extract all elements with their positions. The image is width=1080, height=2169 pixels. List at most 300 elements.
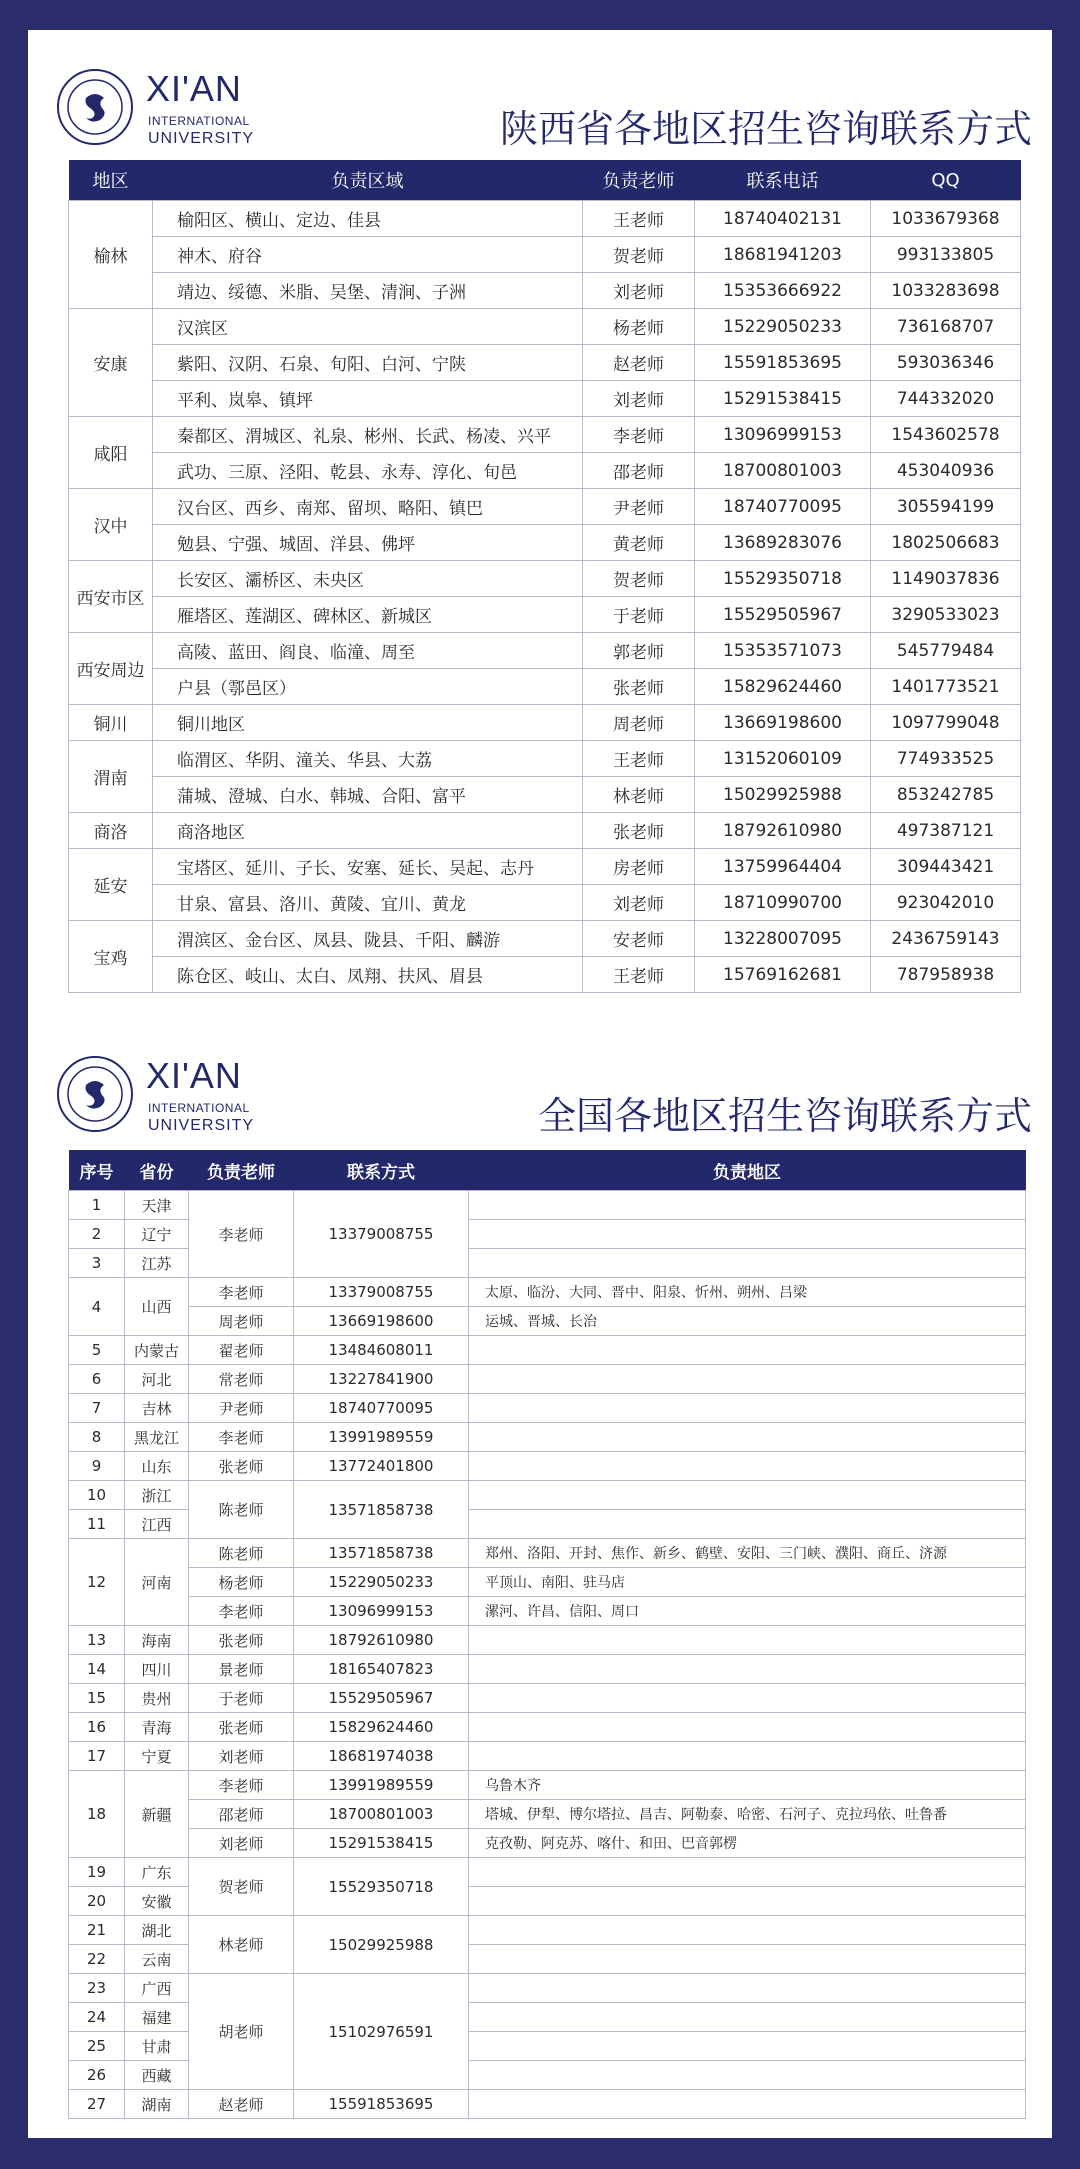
number-cell: 15 [69, 1684, 125, 1713]
table-row [69, 813, 1021, 849]
province-cell: 河北 [125, 1365, 189, 1394]
area-cell: 平利、岚皋、镇坪 [153, 381, 583, 417]
phone-cell: 15353666922 [695, 273, 871, 309]
phone-cell: 18792610980 [695, 813, 871, 849]
teacher-cell: 赵老师 [189, 2090, 294, 2119]
table-row [69, 1800, 1026, 1829]
number-cell: 5 [69, 1336, 125, 1365]
national-panel [28, 1035, 1052, 2138]
region-cell [469, 1336, 1026, 1365]
region-cell: 榆林 [69, 201, 153, 309]
table-row [69, 1626, 1026, 1655]
area-cell: 甘泉、富县、洛川、黄陵、宜川、黄龙 [153, 885, 583, 921]
area-cell: 陈仓区、岐山、太白、凤翔、扶风、眉县 [153, 957, 583, 993]
number-cell: 13 [69, 1626, 125, 1655]
region-cell [469, 2090, 1026, 2119]
province-cell: 江西 [125, 1510, 189, 1539]
phone-cell: 18700801003 [695, 453, 871, 489]
qq-cell: 993133805 [871, 237, 1021, 273]
table-row [69, 1423, 1026, 1452]
phone-cell: 15529505967 [695, 597, 871, 633]
national-table-body [69, 1191, 1026, 2119]
logo-line3: UNIVERSITY [148, 130, 255, 147]
phone-cell: 15102976591 [294, 1974, 469, 2090]
shaanxi-panel [28, 30, 1052, 1035]
province-cell: 湖北 [125, 1916, 189, 1945]
qq-cell: 923042010 [871, 885, 1021, 921]
teacher-cell: 王老师 [583, 741, 695, 777]
teacher-cell: 张老师 [583, 813, 695, 849]
qq-cell: 497387121 [871, 813, 1021, 849]
logo-name: XI'AN [146, 68, 242, 109]
teacher-cell: 刘老师 [189, 1829, 294, 1858]
region-cell [469, 1916, 1026, 1945]
province-cell: 天津 [125, 1191, 189, 1220]
province-cell: 吉林 [125, 1394, 189, 1423]
province-cell: 广东 [125, 1858, 189, 1887]
region-cell: 商洛 [69, 813, 153, 849]
table-row [69, 525, 1021, 561]
number-cell: 24 [69, 2003, 125, 2032]
region-cell [469, 1481, 1026, 1510]
region-cell [469, 1423, 1026, 1452]
region-cell [469, 1452, 1026, 1481]
phone-cell: 18792610980 [294, 1626, 469, 1655]
region-cell [469, 1191, 1026, 1220]
qq-cell: 736168707 [871, 309, 1021, 345]
table-row [69, 201, 1021, 237]
university-logo [56, 68, 276, 158]
header-teacher: 负责老师 [583, 160, 695, 201]
table-row [69, 1829, 1026, 1858]
province-cell: 云南 [125, 1945, 189, 1974]
header-qq: QQ [871, 160, 1021, 201]
phone-cell: 18740770095 [294, 1394, 469, 1423]
phone-cell: 13669198600 [695, 705, 871, 741]
table-row [69, 273, 1021, 309]
region-cell: 咸阳 [69, 417, 153, 489]
province-cell: 西藏 [125, 2061, 189, 2090]
area-cell: 靖边、绥德、米脂、吴堡、清涧、子洲 [153, 273, 583, 309]
table-row [69, 453, 1021, 489]
phone-cell: 13759964404 [695, 849, 871, 885]
qq-cell: 309443421 [871, 849, 1021, 885]
teacher-cell: 陈老师 [189, 1481, 294, 1539]
teacher-cell: 林老师 [583, 777, 695, 813]
qq-cell: 1033679368 [871, 201, 1021, 237]
region-cell [469, 2032, 1026, 2061]
teacher-cell: 尹老师 [583, 489, 695, 525]
phone-cell: 15829624460 [294, 1713, 469, 1742]
teacher-cell: 于老师 [189, 1684, 294, 1713]
area-cell: 蒲城、澄城、白水、韩城、合阳、富平 [153, 777, 583, 813]
teacher-cell: 刘老师 [583, 885, 695, 921]
header-region: 负责地区 [469, 1150, 1026, 1191]
table-row [69, 1858, 1026, 1887]
phone-cell: 13571858738 [294, 1539, 469, 1568]
number-cell: 11 [69, 1510, 125, 1539]
area-cell: 汉滨区 [153, 309, 583, 345]
teacher-cell: 杨老师 [189, 1568, 294, 1597]
province-cell: 河南 [125, 1539, 189, 1626]
section2-title: 全国各地区招生咨询联系方式 [537, 1094, 1032, 1138]
number-cell: 22 [69, 1945, 125, 1974]
region-cell: 宝鸡 [69, 921, 153, 993]
phone-cell: 13096999153 [695, 417, 871, 453]
area-cell: 紫阳、汉阴、石泉、旬阳、白河、宁陕 [153, 345, 583, 381]
province-cell: 青海 [125, 1713, 189, 1742]
province-cell: 新疆 [125, 1771, 189, 1858]
number-cell: 19 [69, 1858, 125, 1887]
teacher-cell: 贺老师 [583, 237, 695, 273]
shaanxi-contact-table [68, 160, 1021, 993]
phone-cell: 13227841900 [294, 1365, 469, 1394]
phone-cell: 15029925988 [294, 1916, 469, 1974]
teacher-cell: 邵老师 [583, 453, 695, 489]
phone-cell: 15229050233 [294, 1568, 469, 1597]
province-cell: 甘肃 [125, 2032, 189, 2061]
table-row [69, 669, 1021, 705]
phone-cell: 13379008755 [294, 1191, 469, 1278]
qq-cell: 1401773521 [871, 669, 1021, 705]
province-cell: 山西 [125, 1278, 189, 1336]
table-row [69, 849, 1021, 885]
phone-cell: 18710990700 [695, 885, 871, 921]
region-cell: 郑州、洛阳、开封、焦作、新乡、鹤壁、安阳、三门峡、濮阳、商丘、济源 [469, 1539, 1026, 1568]
table-row [69, 1655, 1026, 1684]
teacher-cell: 李老师 [189, 1191, 294, 1278]
region-cell: 安康 [69, 309, 153, 417]
table-row [69, 561, 1021, 597]
phone-cell: 13571858738 [294, 1481, 469, 1539]
area-cell: 宝塔区、延川、子长、安塞、延长、吴起、志丹 [153, 849, 583, 885]
teacher-cell: 刘老师 [583, 273, 695, 309]
university-seal-icon [56, 68, 134, 146]
number-cell: 2 [69, 1220, 125, 1249]
teacher-cell: 郭老师 [583, 633, 695, 669]
teacher-cell: 邵老师 [189, 1800, 294, 1829]
region-cell: 西安周边 [69, 633, 153, 705]
qq-cell: 1543602578 [871, 417, 1021, 453]
shaanxi-table-body [69, 201, 1021, 993]
header-number: 序号 [69, 1150, 125, 1191]
region-cell: 汉中 [69, 489, 153, 561]
logo-line3: UNIVERSITY [148, 1117, 255, 1134]
phone-cell: 18165407823 [294, 1655, 469, 1684]
region-cell: 太原、临汾、大同、晋中、阳泉、忻州、朔州、吕梁 [469, 1278, 1026, 1307]
teacher-cell: 刘老师 [189, 1742, 294, 1771]
phone-cell: 15291538415 [294, 1829, 469, 1858]
province-cell: 黑龙江 [125, 1423, 189, 1452]
table-row [69, 957, 1021, 993]
region-cell: 克孜勒、阿克苏、喀什、和田、巴音郭楞 [469, 1829, 1026, 1858]
province-cell: 海南 [125, 1626, 189, 1655]
number-cell: 12 [69, 1539, 125, 1626]
teacher-cell: 翟老师 [189, 1336, 294, 1365]
area-cell: 榆阳区、横山、定边、佳县 [153, 201, 583, 237]
area-cell: 勉县、宁强、城固、洋县、佛坪 [153, 525, 583, 561]
qq-cell: 1033283698 [871, 273, 1021, 309]
region-cell: 漯河、许昌、信阳、周口 [469, 1597, 1026, 1626]
area-cell: 高陵、蓝田、阎良、临潼、周至 [153, 633, 583, 669]
number-cell: 9 [69, 1452, 125, 1481]
region-cell [469, 1249, 1026, 1278]
phone-cell: 15529350718 [695, 561, 871, 597]
province-cell: 贵州 [125, 1684, 189, 1713]
region-cell [469, 1887, 1026, 1916]
phone-cell: 13096999153 [294, 1597, 469, 1626]
province-cell: 安徽 [125, 1887, 189, 1916]
national-contact-table [68, 1150, 1026, 2119]
area-cell: 临渭区、华阴、潼关、华县、大荔 [153, 741, 583, 777]
number-cell: 16 [69, 1713, 125, 1742]
qq-cell: 3290533023 [871, 597, 1021, 633]
area-cell: 户县（鄠邑区） [153, 669, 583, 705]
qq-cell: 1149037836 [871, 561, 1021, 597]
table-row [69, 1336, 1026, 1365]
table-row [69, 237, 1021, 273]
qq-cell: 453040936 [871, 453, 1021, 489]
number-cell: 3 [69, 1249, 125, 1278]
table-row [69, 1539, 1026, 1568]
logo-line2: INTERNATIONAL [148, 114, 250, 128]
number-cell: 4 [69, 1278, 125, 1336]
region-cell [469, 1713, 1026, 1742]
teacher-cell: 张老师 [189, 1713, 294, 1742]
area-cell: 神木、府谷 [153, 237, 583, 273]
teacher-cell: 李老师 [583, 417, 695, 453]
phone-cell: 13484608011 [294, 1336, 469, 1365]
table-header-row [69, 160, 1021, 201]
region-cell [469, 1655, 1026, 1684]
teacher-cell: 李老师 [189, 1597, 294, 1626]
table-row [69, 345, 1021, 381]
province-cell: 宁夏 [125, 1742, 189, 1771]
qq-cell: 1802506683 [871, 525, 1021, 561]
table-header-row [69, 1150, 1026, 1191]
province-cell: 辽宁 [125, 1220, 189, 1249]
area-cell: 渭滨区、金台区、凤县、陇县、千阳、麟游 [153, 921, 583, 957]
teacher-cell: 贺老师 [583, 561, 695, 597]
qq-cell: 853242785 [871, 777, 1021, 813]
region-cell [469, 1394, 1026, 1423]
teacher-cell: 陈老师 [189, 1539, 294, 1568]
phone-cell: 13669198600 [294, 1307, 469, 1336]
phone-cell: 18740402131 [695, 201, 871, 237]
province-cell: 广西 [125, 1974, 189, 2003]
area-cell: 武功、三原、泾阳、乾县、永寿、淳化、旬邑 [153, 453, 583, 489]
phone-cell: 18681941203 [695, 237, 871, 273]
teacher-cell: 林老师 [189, 1916, 294, 1974]
region-cell [469, 2061, 1026, 2090]
phone-cell: 18700801003 [294, 1800, 469, 1829]
number-cell: 8 [69, 1423, 125, 1452]
region-cell [469, 1974, 1026, 2003]
number-cell: 27 [69, 2090, 125, 2119]
area-cell: 汉台区、西乡、南郑、留坝、略阳、镇巴 [153, 489, 583, 525]
teacher-cell: 张老师 [189, 1626, 294, 1655]
header-region: 地区 [69, 160, 153, 201]
region-cell [469, 1945, 1026, 1974]
qq-cell: 305594199 [871, 489, 1021, 525]
table-row [69, 1307, 1026, 1336]
table-row [69, 1742, 1026, 1771]
header-contact: 联系方式 [294, 1150, 469, 1191]
phone-cell: 15291538415 [695, 381, 871, 417]
province-cell: 浙江 [125, 1481, 189, 1510]
phone-cell: 18681974038 [294, 1742, 469, 1771]
teacher-cell: 于老师 [583, 597, 695, 633]
region-cell: 铜川 [69, 705, 153, 741]
number-cell: 26 [69, 2061, 125, 2090]
university-logo [56, 1055, 276, 1145]
province-cell: 内蒙古 [125, 1336, 189, 1365]
number-cell: 10 [69, 1481, 125, 1510]
region-cell [469, 1684, 1026, 1713]
phone-cell: 15591853695 [294, 2090, 469, 2119]
phone-cell: 13228007095 [695, 921, 871, 957]
teacher-cell: 房老师 [583, 849, 695, 885]
number-cell: 17 [69, 1742, 125, 1771]
phone-cell: 15769162681 [695, 957, 871, 993]
region-cell: 运城、晋城、长治 [469, 1307, 1026, 1336]
table-row [69, 1597, 1026, 1626]
region-cell [469, 1858, 1026, 1887]
table-row [69, 1278, 1026, 1307]
section1-title: 陕西省各地区招生咨询联系方式 [499, 107, 1032, 151]
qq-cell: 787958938 [871, 957, 1021, 993]
teacher-cell: 张老师 [189, 1452, 294, 1481]
phone-cell: 13772401800 [294, 1452, 469, 1481]
teacher-cell: 王老师 [583, 201, 695, 237]
phone-cell: 13991989559 [294, 1771, 469, 1800]
phone-cell: 13152060109 [695, 741, 871, 777]
table-row [69, 381, 1021, 417]
teacher-cell: 胡老师 [189, 1974, 294, 2090]
province-cell: 四川 [125, 1655, 189, 1684]
region-cell: 乌鲁木齐 [469, 1771, 1026, 1800]
table-row [69, 705, 1021, 741]
province-cell: 湖南 [125, 2090, 189, 2119]
number-cell: 18 [69, 1771, 125, 1858]
table-row [69, 417, 1021, 453]
table-row [69, 1916, 1026, 1945]
header-area: 负责区域 [153, 160, 583, 201]
teacher-cell: 周老师 [189, 1307, 294, 1336]
number-cell: 7 [69, 1394, 125, 1423]
table-row [69, 1481, 1026, 1510]
number-cell: 25 [69, 2032, 125, 2061]
header-phone: 联系电话 [695, 160, 871, 201]
phone-cell: 13991989559 [294, 1423, 469, 1452]
table-row [69, 489, 1021, 525]
province-cell: 山东 [125, 1452, 189, 1481]
area-cell: 铜川地区 [153, 705, 583, 741]
region-cell: 延安 [69, 849, 153, 921]
teacher-cell: 刘老师 [583, 381, 695, 417]
table-row [69, 1713, 1026, 1742]
phone-cell: 15353571073 [695, 633, 871, 669]
phone-cell: 15591853695 [695, 345, 871, 381]
qq-cell: 774933525 [871, 741, 1021, 777]
phone-cell: 15829624460 [695, 669, 871, 705]
province-cell: 江苏 [125, 1249, 189, 1278]
teacher-cell: 尹老师 [189, 1394, 294, 1423]
table-row [69, 1684, 1026, 1713]
header-province: 省份 [125, 1150, 189, 1191]
qq-cell: 545779484 [871, 633, 1021, 669]
table-row [69, 633, 1021, 669]
teacher-cell: 常老师 [189, 1365, 294, 1394]
table-row [69, 1452, 1026, 1481]
table-row [69, 921, 1021, 957]
table-row [69, 1191, 1026, 1220]
table-row [69, 2090, 1026, 2119]
qq-cell: 1097799048 [871, 705, 1021, 741]
table-row [69, 1771, 1026, 1800]
number-cell: 21 [69, 1916, 125, 1945]
teacher-cell: 李老师 [189, 1771, 294, 1800]
region-cell: 平顶山、南阳、驻马店 [469, 1568, 1026, 1597]
region-cell [469, 1626, 1026, 1655]
teacher-cell: 王老师 [583, 957, 695, 993]
qq-cell: 593036346 [871, 345, 1021, 381]
teacher-cell: 张老师 [583, 669, 695, 705]
teacher-cell: 安老师 [583, 921, 695, 957]
area-cell: 商洛地区 [153, 813, 583, 849]
province-cell: 福建 [125, 2003, 189, 2032]
area-cell: 长安区、灞桥区、未央区 [153, 561, 583, 597]
number-cell: 23 [69, 1974, 125, 2003]
teacher-cell: 贺老师 [189, 1858, 294, 1916]
teacher-cell: 景老师 [189, 1655, 294, 1684]
table-row [69, 1568, 1026, 1597]
table-row [69, 597, 1021, 633]
teacher-cell: 杨老师 [583, 309, 695, 345]
region-cell [469, 1365, 1026, 1394]
number-cell: 1 [69, 1191, 125, 1220]
logo-name: XI'AN [146, 1055, 242, 1096]
number-cell: 14 [69, 1655, 125, 1684]
region-cell [469, 1220, 1026, 1249]
number-cell: 6 [69, 1365, 125, 1394]
phone-cell: 13689283076 [695, 525, 871, 561]
region-cell [469, 1510, 1026, 1539]
table-row [69, 1365, 1026, 1394]
teacher-cell: 赵老师 [583, 345, 695, 381]
teacher-cell: 李老师 [189, 1278, 294, 1307]
teacher-cell: 黄老师 [583, 525, 695, 561]
header-teacher: 负责老师 [189, 1150, 294, 1191]
qq-cell: 2436759143 [871, 921, 1021, 957]
phone-cell: 13379008755 [294, 1278, 469, 1307]
phone-cell: 15529505967 [294, 1684, 469, 1713]
university-seal-icon [56, 1055, 134, 1133]
region-cell: 西安市区 [69, 561, 153, 633]
region-cell: 塔城、伊犁、博尔塔拉、昌吉、阿勒泰、哈密、石河子、克拉玛依、吐鲁番 [469, 1800, 1026, 1829]
qq-cell: 744332020 [871, 381, 1021, 417]
teacher-cell: 李老师 [189, 1423, 294, 1452]
teacher-cell: 周老师 [583, 705, 695, 741]
region-cell [469, 1742, 1026, 1771]
phone-cell: 15529350718 [294, 1858, 469, 1916]
table-row [69, 885, 1021, 921]
number-cell: 20 [69, 1887, 125, 1916]
logo-line2: INTERNATIONAL [148, 1101, 250, 1115]
table-row [69, 1974, 1026, 2003]
area-cell: 雁塔区、莲湖区、碑林区、新城区 [153, 597, 583, 633]
area-cell: 秦都区、渭城区、礼泉、彬州、长武、杨凌、兴平 [153, 417, 583, 453]
